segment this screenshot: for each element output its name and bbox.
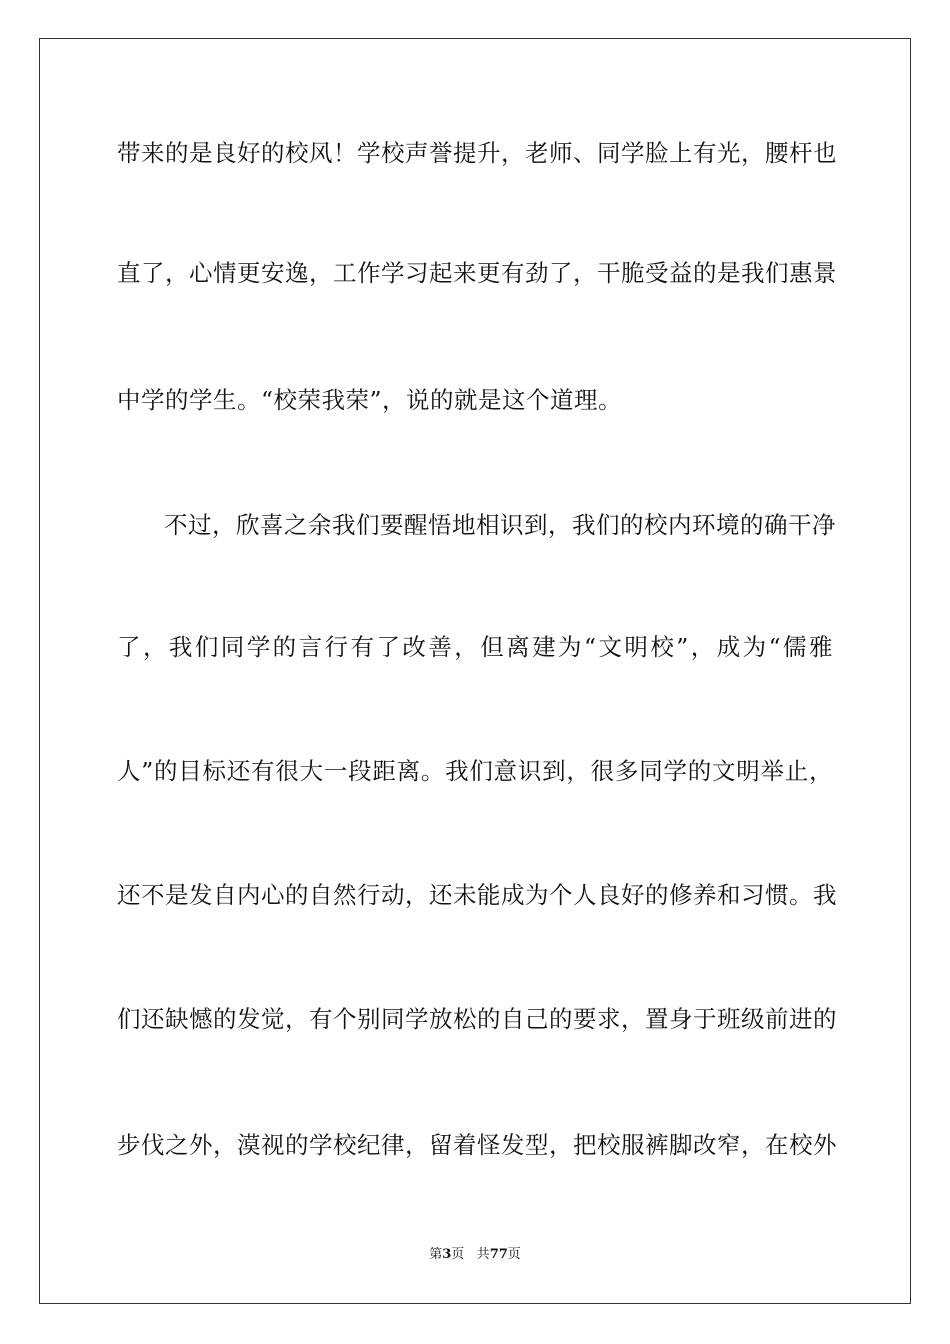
text-line: 还不是发自内心的自然行动，还未能成为个人良好的修养和习惯。我 [117,881,837,909]
page-footer [0,1246,950,1264]
text-line: 带来的是良好的校风！学校声誉提升，老师、同学脸上有光，腰杆也 [117,139,837,167]
total-pages: 77 [489,1247,508,1262]
text-line: 中学的学生。“校荣我荣”，说的就是这个道理。 [117,386,623,414]
page-number: 3 [442,1247,452,1262]
total-suffix: 页 [507,1247,521,1262]
paragraph-first-line: 不过，欣喜之余我们要醒悟地相识到，我们的校内环境的确干净 [164,511,836,539]
text-line: 直了，心情更安逸，工作学习起来更有劲了，干脆受益的是我们惠景 [117,259,837,287]
text-line: 了，我们同学的言行有了改善，但离建为“文明校”，成为“儒雅 [117,633,833,661]
text-line: 人”的目标还有很大一段距离。我们意识到，很多同学的文明举止， [117,757,833,785]
total-prefix: 共 [476,1247,490,1262]
text-line: 步伐之外，漠视的学校纪律，留着怪发型，把校服裤脚改窄，在校外 [117,1131,837,1159]
page-prefix: 第 [429,1247,443,1262]
page-border [39,38,911,1304]
text-line: 们还缺憾的发觉，有个别同学放松的自己的要求，置身于班级前进的 [117,1005,837,1033]
page-suffix: 页 [451,1247,465,1262]
